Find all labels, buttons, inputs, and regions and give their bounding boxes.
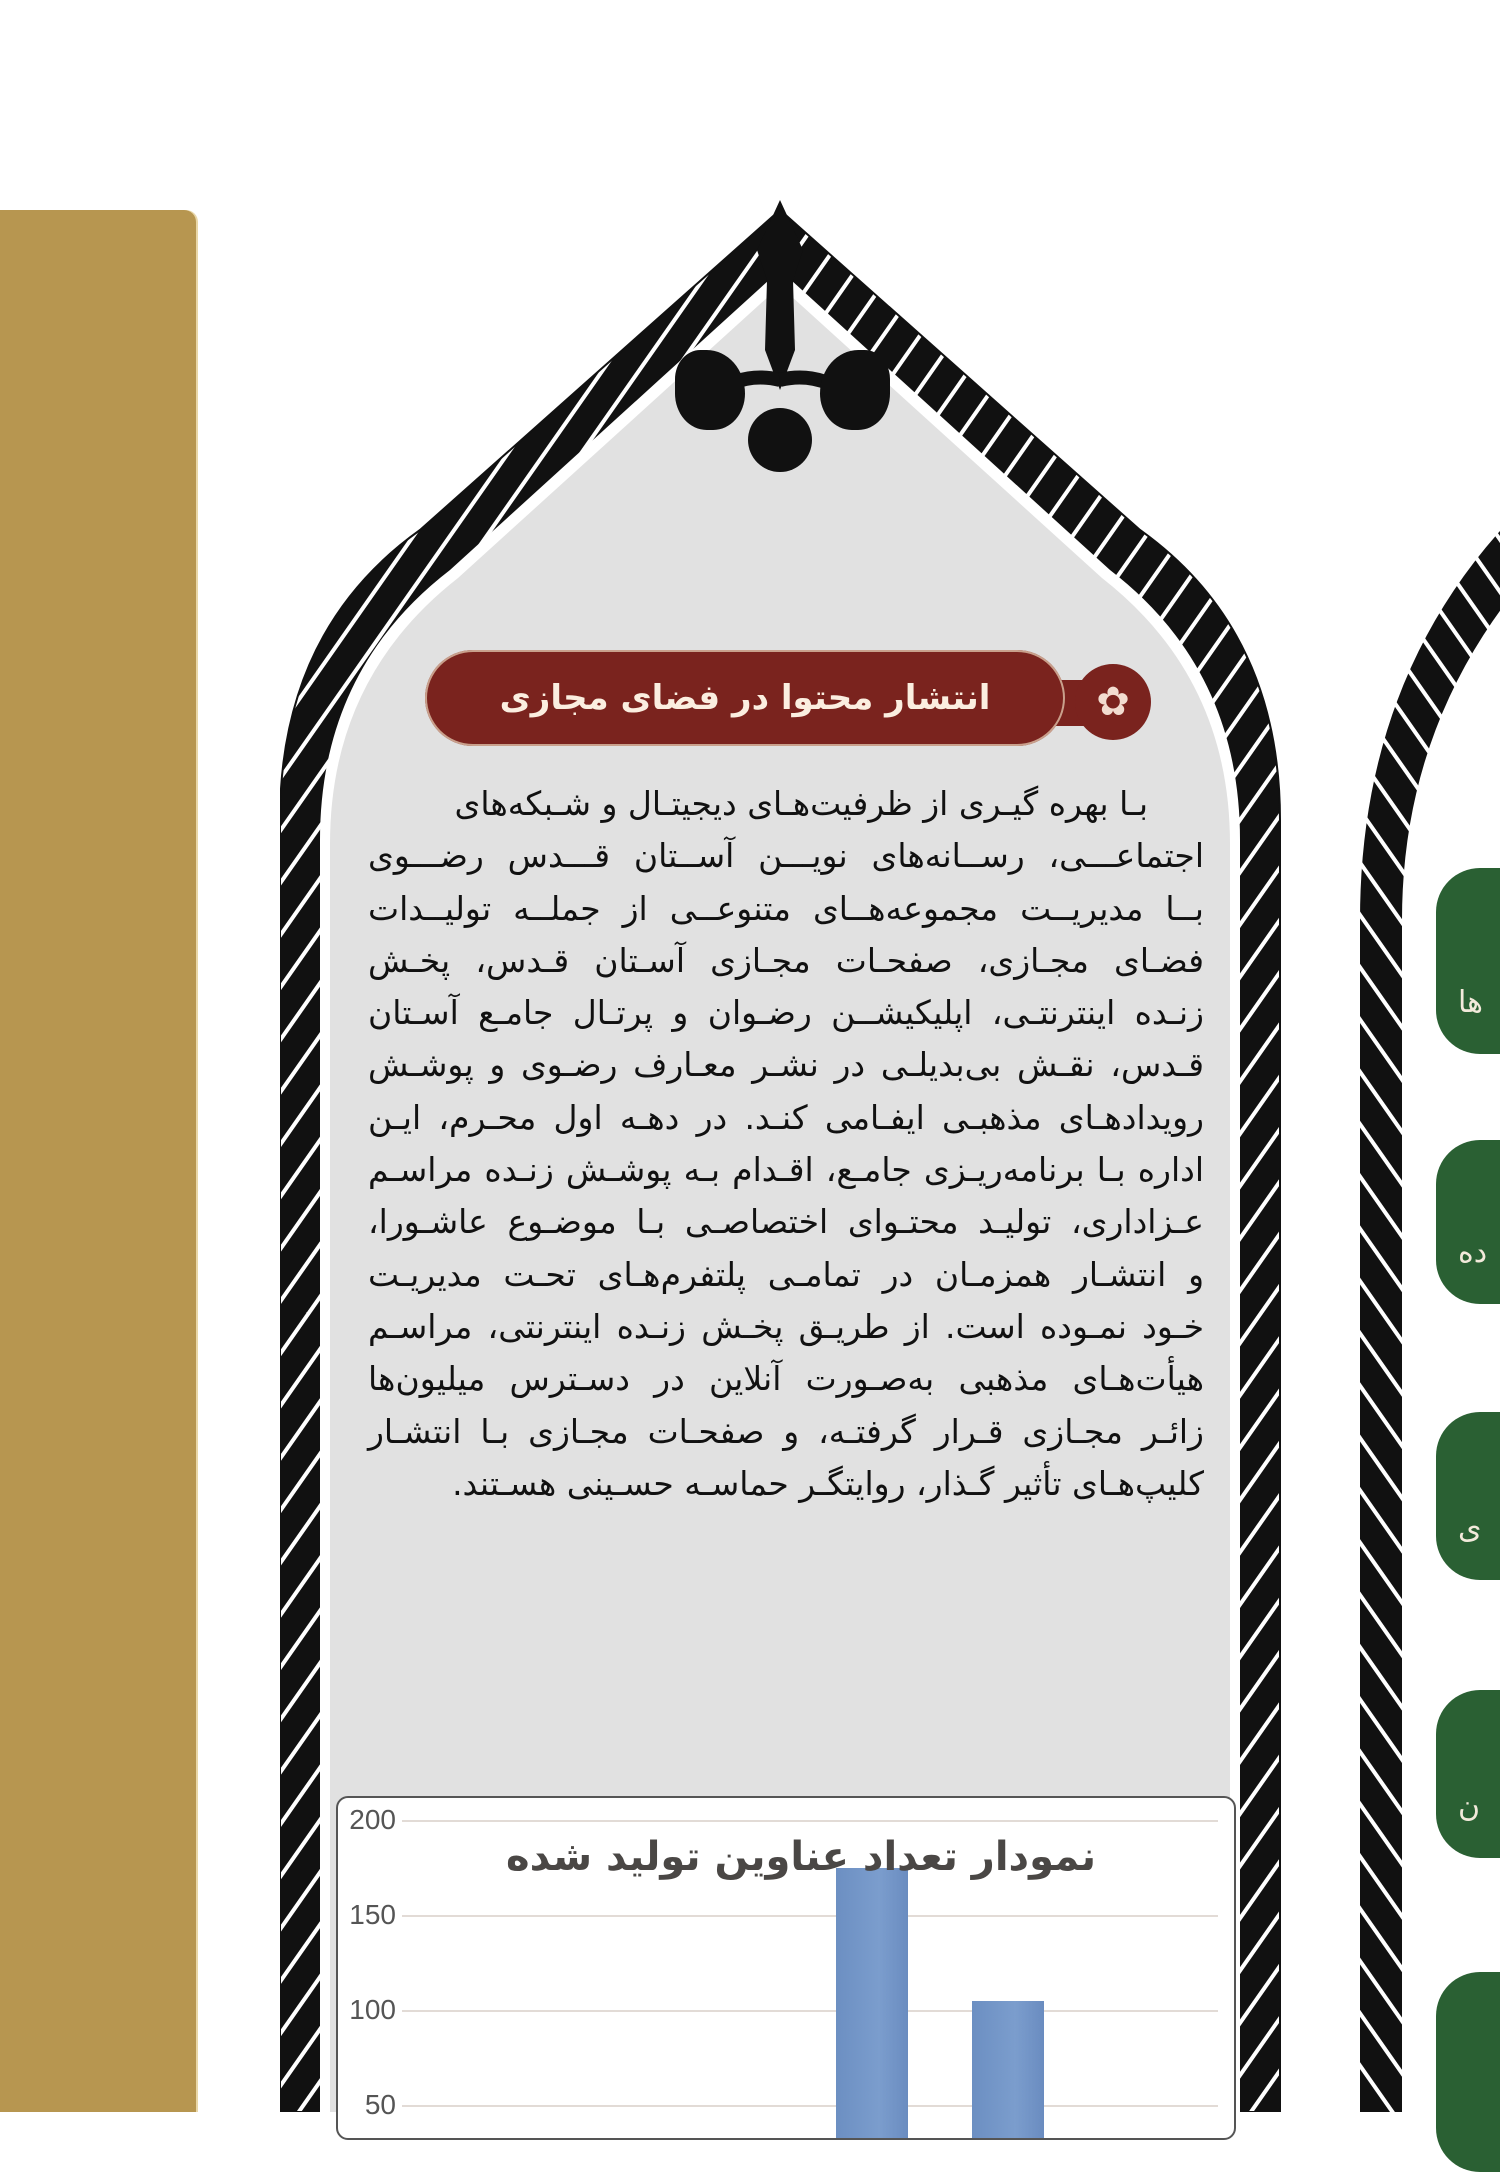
side-tab-label: ده [1458,1235,1488,1270]
side-tab-label: ها [1458,985,1483,1020]
bar-chart [336,1796,1236,2140]
body-line: هیأت‌هـای مذهبی به‌صـورت آنلاین در دسـترس میلیون‌ها [368,1359,1204,1399]
body-line: کلیپ‌هـای تأثیر گـذار، روایتگـر حماسـه حسـینی هسـتند. [452,1463,1204,1503]
y-tick-150: 150 [349,1899,396,1930]
gold-side-panel [0,210,196,2112]
side-tab[interactable] [1436,1690,1500,1858]
ornament-icon: ✿ [1075,664,1151,740]
side-tab[interactable] [1436,1140,1500,1304]
y-tick-200: 200 [349,1804,396,1835]
y-tick-50: 50 [364,2089,396,2120]
body-line: زنـده اینترنتـی، اپلیکیشــن رضـوان و پرتـال جامـع آسـتان [368,993,1204,1033]
gridline-50 [402,2105,1218,2107]
body-line: بـا بهره گیـری از ظرفیت‌هـای دیجیتـال و شـبکه‌های [454,784,1148,823]
gridline-100 [402,2010,1218,2012]
top-ornament-icon [735,200,825,490]
body-line: قـدس، نقـش بی‌بدیلـی در نشـر معـارف رضـوی و پوشـش [368,1045,1204,1085]
body-line: و انتشـار همزمـان در تمامـی پلتفرم‌هـای تحـت مدیریـت [368,1254,1204,1294]
arch-border-icon [1360,500,1500,2112]
side-tab-label: ی [1458,1511,1482,1546]
body-line: فضـای مجـازی، صفحـات مجـازی آسـتان قـدس، پخـش [368,940,1204,980]
side-tab[interactable] [1436,868,1500,1054]
article-body [368,778,1204,1510]
body-line: زائـر مجـازی قـرار گرفتـه، و صفحـات مجـازی بـا انتشـار [368,1411,1204,1451]
section-title: انتشار محتوا در فضای مجازی [499,678,991,718]
right-arch-frame [1360,500,1500,2112]
side-tab[interactable] [1436,1972,1500,2172]
chart-bar [836,1868,908,2141]
section-title-banner [425,650,1065,746]
chart-bar [972,2001,1044,2141]
ornament-right-leaf-icon [820,350,890,430]
gridline-150 [402,1915,1218,1917]
body-line: خـود نمـوده است. از طریـق پخـش زنـده اینترنتی، مراسـم [368,1306,1204,1346]
body-line: اجتماعـــی، رســانه‌های نویـــن آســتان قـــدس رضـــوی [368,836,1204,876]
gridline-200 [402,1820,1218,1822]
body-line: رویدادهـای مذهبـی ایفـامی کنـد. در دهـه اول محـرم، ایـن [368,1097,1204,1137]
side-tab[interactable] [1436,1412,1500,1580]
body-line: بــا مدیریــت مجموعه‌هــای متنوعــی از جملــه تولیــدات [368,888,1204,928]
body-line: اداره بـا برنامه‌ریـزی جامـع، اقـدام بـه پوشـش زنـده مراسـم [368,1150,1204,1190]
y-tick-100: 100 [349,1994,396,2025]
chart-title: نمودار تعداد عناوین تولید شده [506,1834,1096,1880]
body-line: عـزاداری، تولیـد محتـوای اختصاصـی بـا موضـوع عاشـورا، [368,1202,1204,1242]
side-tab-label: ن [1458,1789,1481,1824]
